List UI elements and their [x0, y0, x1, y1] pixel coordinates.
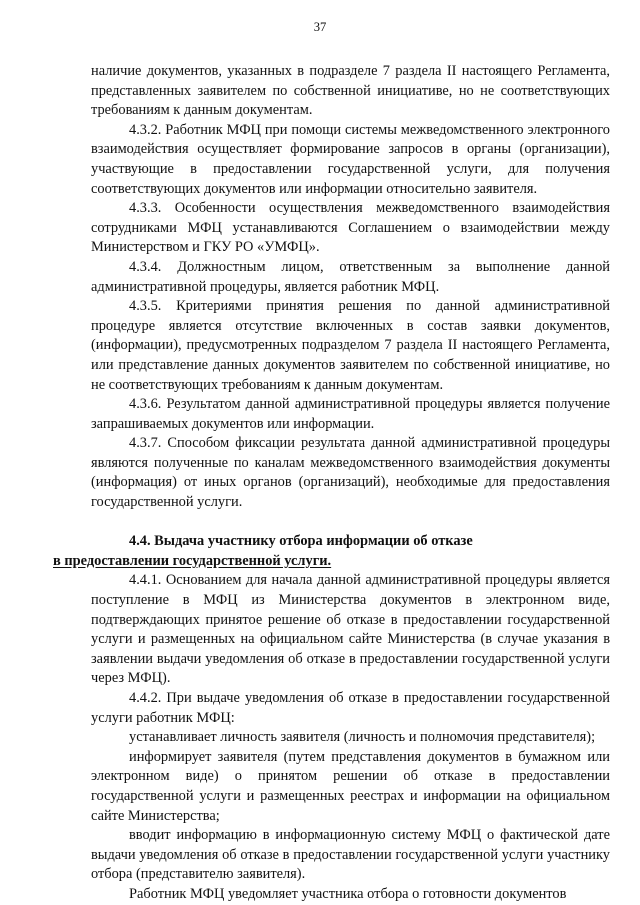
paragraph-4-3-5: 4.3.5. Критериями принятия решения по данной административной процедуре является отсутствие включенных в состав заявки документов, (информации), предусмотренных подразделом 7 раздела II настоящего Регламента, или представление данных документов заявителем по собственной инициативе, но не соответствующих требованиям к данным документам. [91, 298, 610, 393]
paragraph-4-3-3: 4.3.3. Особенности осуществления межведомственного взаимодействия сотрудниками МФЦ устанавливаются Соглашением о взаимодействии между Министерством и ГКУ РО «УМФЦ». [91, 200, 610, 256]
list-item-inform: информирует заявителя (путем представления документов в бумажном или электронном виде) о принятом решении об отказе в предоставлении государственной услуги и размещенных реестрах и информации на официальном сайте Министерства; [91, 748, 610, 824]
document-body [53, 62, 610, 905]
paragraph-continuation: наличие документов, указанных в подразделе 7 раздела II настоящего Регламента, представленных заявителем по собственной инициативе, но не соответствующих требованиям к данным документам. [91, 63, 610, 119]
paragraph-4-3-7: 4.3.7. Способом фиксации результата данной административной процедуры являются полученные по каналам межведомственного взаимодействия документы (информация) от иных органов (организаций), необходимые для предоставления государственной услуги. [91, 435, 610, 511]
page-number: 37 [313, 20, 327, 34]
paragraph-notify-readiness: Работник МФЦ уведомляет участника отбора о готовности документов [129, 885, 567, 902]
paragraph-4-3-4: 4.3.4. Должностным лицом, ответственным за выполнение данной административной процедуры, является работник МФЦ. [91, 258, 610, 295]
section-heading-line-2: в предоставлении государственной услуги. [53, 552, 332, 569]
list-item-enter-info: вводит информацию в информационную систему МФЦ о фактической дате выдачи уведомления об отказе в предоставлении государственной услуги участнику отбора (представителю заявителя). [91, 827, 610, 883]
section-heading-4-4 [53, 532, 610, 571]
section-heading-line-1: 4.4. Выдача участнику отбора информации об отказе [129, 533, 473, 550]
section-spacer [91, 513, 610, 533]
paragraph-4-3-2: 4.3.2. Работник МФЦ при помощи системы межведомственного электронного взаимодействия осуществляет формирование запросов в органы (организации), участвующие в предоставлении государственной услуги, для получения соответствующих документов или информации относительно заявителя. [91, 121, 610, 197]
paragraph-4-3-6: 4.3.6. Результатом данной административной процедуры является получение запрашиваемых документов или информации. [91, 396, 610, 432]
paragraph-4-4-2: 4.4.2. При выдаче уведомления об отказе в предоставлении государственной услуги работник МФЦ: [91, 690, 610, 726]
paragraph-4-4-1: 4.4.1. Основанием для начала данной административной процедуры является поступление в МФЦ из Министерства документов в электронном виде, подтверждающих принятое решение об отказе в предоставлении государственной услуги и размещенных на официальном сайте Министерства (в случае указания в заявлении выдачи уведомления об отказе в предоставлении государственной услуги через МФЦ). [91, 572, 610, 687]
list-item-identity: устанавливает личность заявителя (личность и полномочия представителя); [129, 729, 596, 746]
